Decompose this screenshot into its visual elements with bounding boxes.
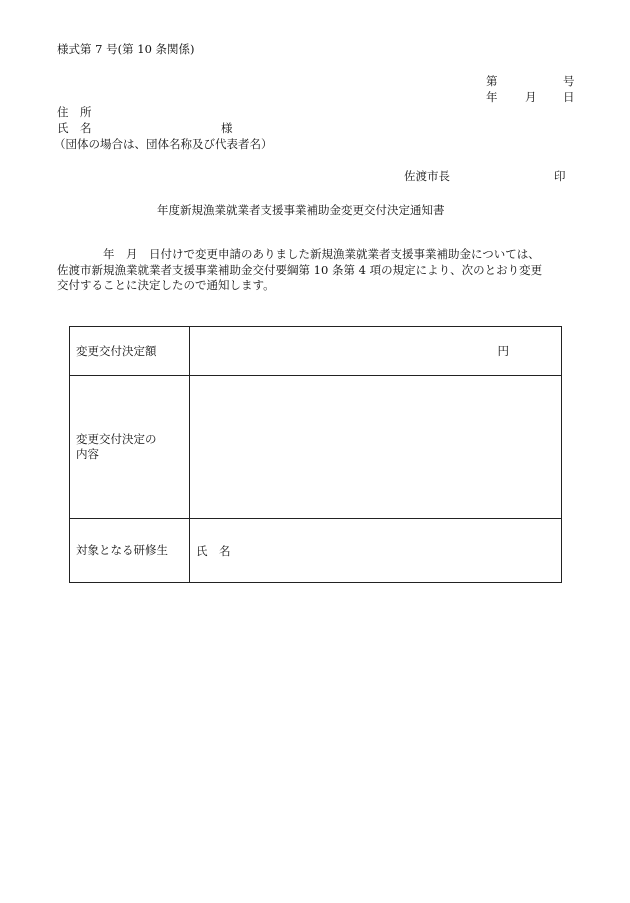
amount-label: 変更交付決定額 xyxy=(70,327,190,376)
body-line: 佐渡市新規漁業就業者支援事業補助金交付要綱第 10 条第 4 項の規定により、次のとおり変更 xyxy=(57,262,543,277)
honorific: 様 xyxy=(221,121,233,135)
content-label-line1: 変更交付決定の xyxy=(76,432,157,446)
content-row xyxy=(70,376,562,519)
document-title: 年度新規漁業就業者支援事業補助金変更交付決定通知書 xyxy=(157,203,445,217)
trainee-name-label: 氏 名 xyxy=(190,519,562,583)
doc-number-suffix: 号 xyxy=(563,74,575,88)
date-day: 日 xyxy=(563,90,575,104)
body-paragraph xyxy=(57,247,582,294)
body-line: 交付することに決定したので通知します。 xyxy=(57,278,275,292)
trainee-label: 対象となる研修生 xyxy=(70,519,190,583)
address-label: 住 所 xyxy=(57,105,92,119)
decision-table xyxy=(69,326,562,583)
amount-value-cell xyxy=(190,327,562,376)
yen-unit: 円 xyxy=(497,344,509,358)
group-note: （団体の場合は、団体名称及び代表者名） xyxy=(54,137,273,151)
content-label xyxy=(70,376,190,519)
body-line: 年 月 日付けで変更申請のありました新規漁業就業者支援事業補助金については、 xyxy=(57,247,540,261)
trainee-row xyxy=(70,519,562,583)
date-month: 月 xyxy=(525,90,537,104)
issuer-title: 佐渡市長 xyxy=(404,169,450,183)
doc-number-prefix: 第 xyxy=(486,74,498,88)
name-label: 氏 名 xyxy=(57,121,92,135)
content-value-cell xyxy=(190,376,562,519)
amount-row xyxy=(70,327,562,376)
seal-mark: 印 xyxy=(554,169,566,183)
form-number-label: 様式第 7 号(第 10 条関係) xyxy=(57,42,195,56)
date-year: 年 xyxy=(486,90,498,104)
content-label-line2: 内容 xyxy=(76,447,99,461)
